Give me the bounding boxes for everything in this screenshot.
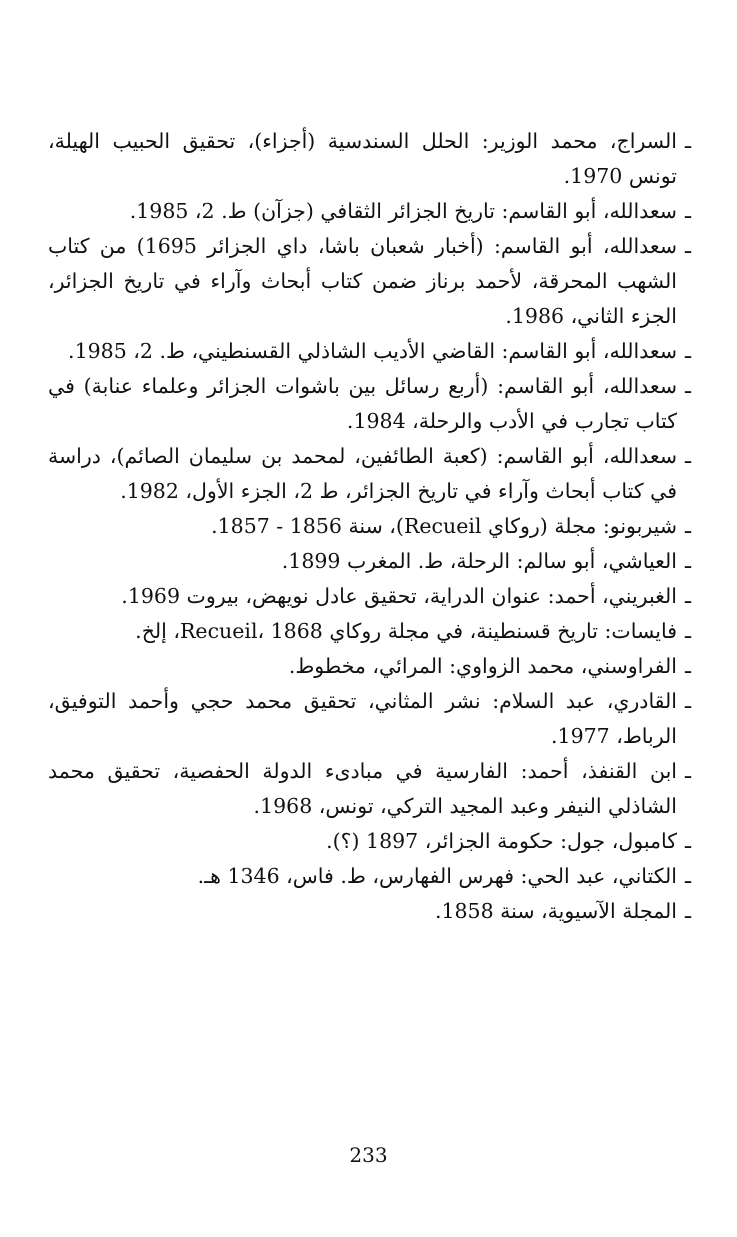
bibliography-entry: ـ الكتاني، عبد الحي: فهرس الفهارس، ط. فاس، 1346 هـ. — [197, 864, 691, 888]
bibliography-entry: ـ الفراوسني، محمد الزواوي: المرائي، مخطوط. — [288, 654, 691, 678]
bibliography-entry: ـ القادري، عبد السلام: نشر المثاني، تحقيق محمد حجي وأحمد التوفيق، الرباط، 1977. — [48, 689, 691, 748]
bibliography-entry: ـ سعدالله، أبو القاسم: تاريخ الجزائر الثقافي (جزآن) ط. 2، 1985. — [129, 199, 691, 223]
bibliography-entry: ـ شيربونو: مجلة (روكاي Recueil)، سنة 1856 - 1857. — [211, 514, 691, 538]
bibliography-entry: ـ ابن القنفذ، أحمد: الفارسية في مبادىء الدولة الحفصية، تحقيق محمد الشاذلي النيفر وعبد المجيد التركي، تونس، 1968. — [48, 759, 691, 818]
bibliography-entry: ـ كامبول، جول: حكومة الجزائر، 1897 (؟). — [326, 829, 691, 853]
bibliography-entry: ـ العياشي، أبو سالم: الرحلة، ط. المغرب 1899. — [281, 549, 691, 573]
bibliography-entry: ـ الغبريني، أحمد: عنوان الدراية، تحقيق عادل نويهض، بيروت 1969. — [121, 584, 691, 608]
bibliography-list — [48, 124, 695, 929]
bibliography-entry: ـ سعدالله، أبو القاسم: (أخبار شعبان باشا، داي الجزائر 1695) من كتاب الشهب المحرقة، لأحمد برناز ضمن كتاب أبحاث وآراء في تاريخ الجزائر، الجزء الثاني، 1986. — [48, 234, 691, 328]
page-number: 233 — [349, 1143, 388, 1167]
bibliography-entry: ـ فايسات: تاريخ قسنطينة، في مجلة روكاي Recueil، 1868، إلخ. — [135, 619, 691, 643]
bibliography-entry: ـ سعدالله، أبو القاسم: القاضي الأديب الشاذلي القسنطيني، ط. 2، 1985. — [68, 339, 691, 363]
bibliography-entry: ـ السراج، محمد الوزير: الحلل السندسية (أجزاء)، تحقيق الحبيب الهيلة، تونس 1970. — [48, 129, 691, 188]
bibliography-entry: ـ المجلة الآسيوية، سنة 1858. — [434, 899, 691, 923]
bibliography-entry: ـ سعدالله، أبو القاسم: (كعبة الطائفين، لمحمد بن سليمان الصائم)، دراسة في كتاب أبحاث وآراء في تاريخ الجزائر، ط 2، الجزء الأول، 1982. — [48, 444, 691, 503]
bibliography-entry: ـ سعدالله، أبو القاسم: (أربع رسائل بين باشوات الجزائر وعلماء عنابة) في كتاب تجارب في الأدب والرحلة، 1984. — [48, 374, 691, 433]
